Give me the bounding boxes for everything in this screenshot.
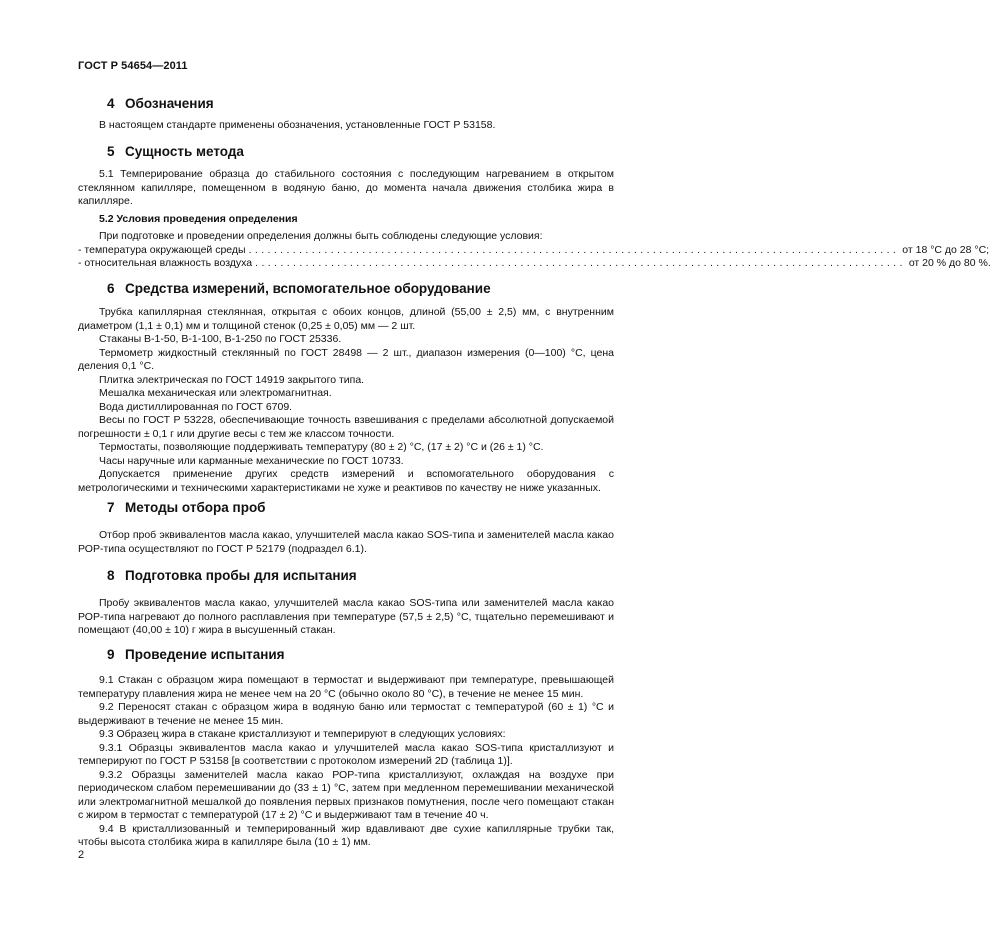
subsection-title: 5.2 Условия проведения определения: [99, 212, 298, 225]
paragraph: Пробу эквивалентов масла какао, улучшителей масла какао SOS-типа или заменителей масла какао РОР-типа нагревают до полного расплавления при температуре (57,5 ± 2,5) °С, тщательно перемешивают и помещают (40,00 ± 10) г жира в высушенный стакан.: [78, 597, 614, 636]
condition-value: от 18 °С до 28 °С;: [902, 243, 990, 256]
section-4: [78, 96, 614, 133]
section-number: 5: [107, 144, 115, 159]
section-5-heading: [78, 144, 614, 160]
section-number: 4: [107, 96, 115, 111]
section-title: Подготовка пробы для испытания: [125, 568, 357, 583]
section-title: Проведение испытания: [125, 647, 285, 662]
section-7-heading: [78, 500, 614, 516]
paragraph: 9.3.2 Образцы заменителей масла какао РОР-типа кристаллизуют, охлаждая на воздухе при периодическом слабом перемешивании до (33 ± 1) °С, затем при медленном перемешивании механической или электромагнитной мешалкой до появления первых признаков помутнения, после чего помещают стакан с жиром в термостат с температурой (17 ± 2) °С и выдерживают там в течение 40 ч.: [78, 768, 614, 821]
paragraph: В настоящем стандарте применены обозначения, установленные ГОСТ Р 53158.: [99, 119, 496, 131]
condition-value: от 20 % до 80 %.: [908, 257, 991, 269]
paragraph: Мешалка механическая или электромагнитная.: [99, 387, 332, 399]
condition-row: [78, 257, 991, 271]
section-title: Обозначения: [125, 96, 214, 111]
paragraph: Плитка электрическая по ГОСТ 14919 закрытого типа.: [99, 373, 365, 386]
section-title: Сущность метода: [125, 144, 244, 159]
section-8-heading: [78, 568, 614, 584]
section-4-heading: [78, 96, 614, 112]
paragraph: 9.3 Образец жира в стакане кристаллизуют и темперируют в следующих условиях:: [99, 728, 506, 740]
section-number: 6: [107, 281, 115, 296]
paragraph: 9.1 Стакан с образцом жира помещают в термостат и выдерживают при температуре, превышающей температуру плавления жира не менее чем на 20 °С (обычно около 80 °С), в течение не менее 15 мин.: [78, 674, 614, 700]
paragraph: Весы по ГОСТ Р 53228, обеспечивающие точность взвешивания с пределами абсолютной допускаемой погрешности ± 0,1 г или другие весы с тем же классом точности.: [78, 414, 614, 440]
condition-row: [78, 243, 990, 258]
condition-label: - температура окружающей среды: [78, 243, 246, 256]
paragraph: Отбор проб эквивалентов масла какао, улучшителей масла какао SOS-типа и заменителей масла какао РОР-типа осуществляют по ГОСТ Р 52179 (подраздел 6.1).: [78, 529, 614, 555]
paragraph: Часы наручные или карманные механические по ГОСТ 10733.: [99, 454, 404, 467]
section-6: [78, 281, 614, 495]
section-number: 7: [107, 500, 115, 515]
paragraph: Термометр жидкостный стеклянный по ГОСТ 28498 — 2 шт., диапазон измерения (0—100) °С, цена деления 0,1 °С.: [78, 346, 614, 372]
leader-dots: .......................................................................................................: [255, 257, 906, 269]
leader-dots: .......................................................................................................: [248, 243, 900, 256]
paragraph: Допускается применение других средств измерений и вспомогательного оборудования с метрологическими и техническими характеристиками не хуже и реактивов по качеству не ниже указанных.: [78, 468, 614, 494]
paragraph: При подготовке и проведении определения должны быть соблюдены следующие условия:: [99, 230, 543, 242]
section-9: [78, 647, 614, 850]
section-8: [78, 568, 614, 638]
paragraph: 9.4 В кристаллизованный и темперированный жир вдавливают две сухие капиллярные трубки так, чтобы высота столбика жира в капилляре была (10 ± 1) мм.: [78, 822, 614, 848]
section-number: 8: [107, 568, 115, 583]
section-6-heading: [78, 281, 614, 297]
paragraph: Стаканы В-1-50, В-1-100, В-1-250 по ГОСТ 25336.: [99, 333, 342, 345]
section-title: Методы отбора проб: [125, 500, 266, 515]
section-7: [78, 500, 614, 556]
paragraph: 9.3.1 Образцы эквивалентов масла какао и улучшителей масла какао SOS-типа кристаллизуют и темперируют по ГОСТ Р 53158 [в соответствии с протоколом измерений 2D (таблица 1)].: [78, 741, 614, 767]
paragraph: Вода дистиллированная по ГОСТ 6709.: [99, 400, 293, 413]
section-number: 9: [107, 647, 115, 662]
document-header: ГОСТ Р 54654—2011: [78, 60, 188, 72]
section-5: [78, 144, 991, 271]
paragraph: 5.1 Темперирование образца до стабильного состояния с последующим нагреванием в открытом стеклянном капилляре, помещенном в водяную баню, до момента начала движения столбика жира в капилляре.: [78, 168, 614, 207]
page-number: 2: [78, 849, 85, 861]
paragraph: Трубка капиллярная стеклянная, открытая с обоих концов, длиной (55,00 ± 2,5) мм, с внутренним диаметром (1,1 ± 0,1) мм и толщиной стенок (0,25 ± 0,05) мм — 2 шт.: [78, 306, 614, 332]
section-9-heading: [78, 647, 614, 663]
paragraph: 9.2 Переносят стакан с образцом жира в водяную баню или термостат с температурой (60 ± 1) °С и выдерживают в течение не менее 15 мин.: [78, 701, 614, 727]
paragraph: Термостаты, позволяющие поддерживать температуру (80 ± 2) °С, (17 ± 2) °С и (26 ± 1) °С.: [99, 441, 544, 453]
condition-label: - относительная влажность воздуха: [78, 257, 253, 269]
section-title: Средства измерений, вспомогательное оборудование: [125, 281, 491, 296]
